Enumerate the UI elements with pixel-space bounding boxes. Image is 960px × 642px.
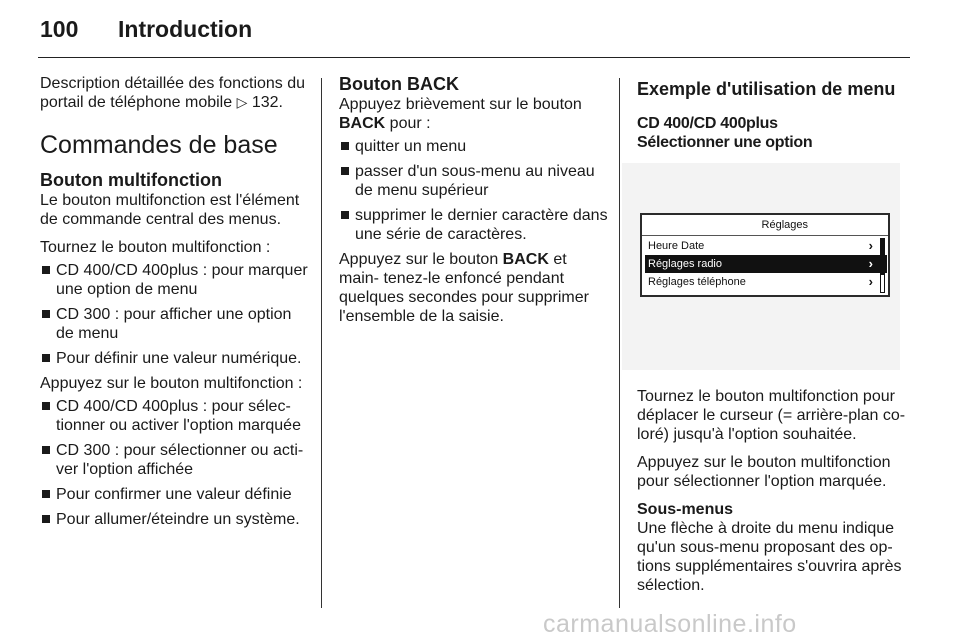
scrollbar[interactable] xyxy=(880,238,885,293)
list-item: supprimer le dernier caractère dans une série de caractères. xyxy=(339,206,609,244)
page-number: 100 xyxy=(40,16,79,42)
list-item: passer d'un sous-menu au niveau de menu supérieur xyxy=(339,162,609,200)
page-title: Introduction xyxy=(118,16,253,42)
menu-item-reglages-radio[interactable]: Réglages radio › xyxy=(645,255,887,273)
header-rule xyxy=(38,57,910,58)
column-2 xyxy=(339,74,609,335)
paragraph: Tournez le bouton multifonction : xyxy=(40,239,271,256)
page-reference[interactable]: 132. xyxy=(247,94,283,111)
section-title-back: Bouton BACK xyxy=(339,74,459,94)
list-item: CD 300 : pour sélectionner ou acti‑ ver l'option affichée xyxy=(40,441,310,479)
list-item: Pour définir une valeur numérique. xyxy=(40,349,310,368)
list-item: CD 300 : pour afficher une option de menu xyxy=(40,305,310,343)
chevron-right-icon: › xyxy=(868,238,873,253)
section-title: Commandes de base xyxy=(40,131,278,159)
list-item: quitter un menu xyxy=(339,137,609,156)
chevron-right-icon: › xyxy=(868,274,873,289)
intro-text: Description détaillée des fonctions du portail de téléphone mobile ▷ 132. xyxy=(40,75,306,111)
paragraph: Appuyez brièvement sur le bouton BACK pour : xyxy=(339,96,582,132)
subsection-sous-menus: Sous-menus xyxy=(637,501,734,518)
paragraph: Appuyez sur le bouton multifonction pour sélectionner l'option marquée. xyxy=(637,454,891,490)
chevron-right-icon: › xyxy=(868,256,873,271)
paragraph: Appuyez sur le bouton multifonction : xyxy=(40,375,303,392)
subsection-title: Bouton multifonction xyxy=(40,170,222,190)
column-divider-1 xyxy=(321,78,322,608)
paragraph: Appuyez sur le bouton BACK et main‑ tenez-le enfoncé pendant quelques secondes pour supprimer l'ensemble de la saisie. xyxy=(339,251,589,325)
subtitle-select-option: Sélectionner une option xyxy=(637,134,813,151)
watermark: carmanualsonline.info xyxy=(543,610,797,638)
menu-screenshot xyxy=(622,163,900,370)
paragraph: Le bouton multifonction est l'élément de commande central des menus. xyxy=(40,192,300,228)
list-item: CD 400/CD 400plus : pour sélec‑ tionner ou activer l'option marquée xyxy=(40,397,310,435)
bullet-list xyxy=(339,137,609,244)
section-title-menu-example: Exemple d'utilisation de menu xyxy=(637,79,896,99)
column-3 xyxy=(637,74,905,152)
scroll-thumb[interactable] xyxy=(881,239,884,275)
bullet-list xyxy=(40,261,310,368)
menu-item-heure-date[interactable]: Heure Date › xyxy=(648,238,873,253)
paragraph: Une flèche à droite du menu indique qu'un sous-menu proposant des op‑ tions supplémentaires s'ouvrira après sélection. xyxy=(637,520,902,594)
list-item: Pour allumer/éteindre un système. xyxy=(40,510,310,529)
bullet-list xyxy=(40,397,310,529)
column-1 xyxy=(40,74,310,535)
column-3-body xyxy=(637,387,907,604)
menu-item-reglages-telephone[interactable]: Réglages téléphone › xyxy=(648,274,873,289)
display-screen xyxy=(640,213,890,297)
screen-title: Réglages xyxy=(642,215,888,236)
arrow-ref-icon: ▷ xyxy=(236,94,248,110)
list-item: Pour confirmer une valeur définie xyxy=(40,485,310,504)
subtitle-model: CD 400/CD 400plus xyxy=(637,115,778,132)
column-divider-2 xyxy=(619,78,620,608)
paragraph: Tournez le bouton multifonction pour déplacer le curseur (= arrière-plan co‑ loré) jusqu'à l'option souhaitée. xyxy=(637,388,906,443)
list-item: CD 400/CD 400plus : pour marquer une option de menu xyxy=(40,261,310,299)
